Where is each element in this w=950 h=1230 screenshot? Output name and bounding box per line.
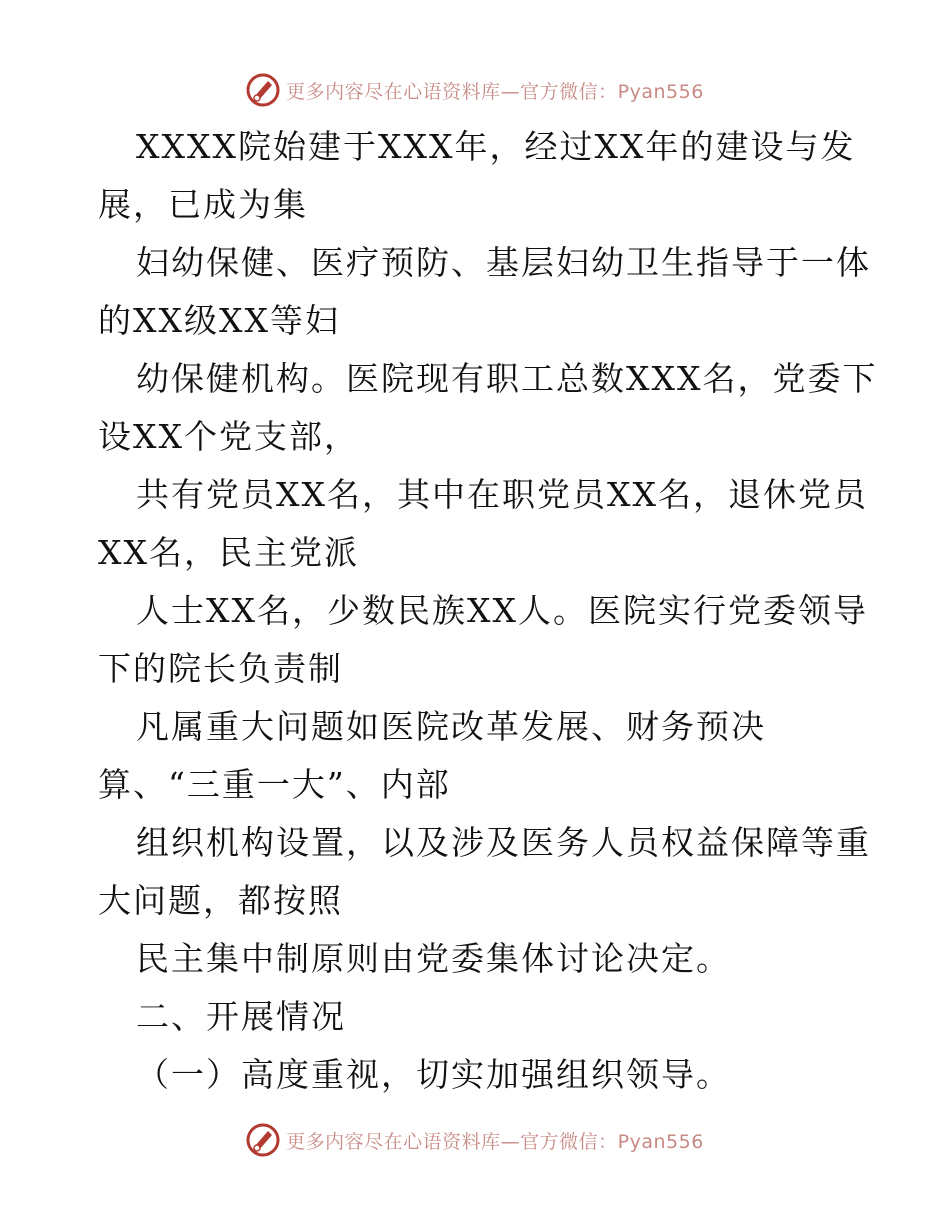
header-watermark — [0, 70, 950, 110]
section-heading: 二、开展情况 — [136, 997, 346, 1036]
watermark-text: 更多内容尽在心语资料库—官方微信：Pyan556 — [286, 1130, 704, 1153]
paragraph-line: 幼保健机构。医院现有职工总数XXX名，党委下 — [136, 359, 878, 398]
paragraph-line: 凡属重大问题如医院改革发展、财务预决 — [136, 707, 766, 746]
paragraph-line: XX名，民主党派 — [98, 533, 359, 572]
paragraph-line: XXXX院始建于XXX年，经过XX年的建设与发 — [136, 127, 856, 166]
paragraph-line: 民主集中制原则由党委集体讨论决定。 — [136, 939, 731, 978]
subsection-heading: （一）高度重视，切实加强组织领导。 — [136, 1055, 731, 1094]
footer-watermark — [0, 1120, 950, 1160]
paragraph-line: 展，已成为集 — [98, 185, 308, 224]
document-body — [98, 118, 878, 1104]
paragraph-line: 的XX级XX等妇 — [98, 301, 340, 340]
paragraph-line: 设XX个党支部， — [98, 417, 359, 456]
logo-icon — [246, 73, 280, 107]
paragraph-line: 算、“三重一大”、内部 — [98, 765, 451, 804]
watermark-text: 更多内容尽在心语资料库—官方微信：Pyan556 — [286, 80, 704, 103]
paragraph-line: 大问题，都按照 — [98, 881, 343, 920]
paragraph-line: 共有党员XX名，其中在职党员XX名，退休党员 — [136, 475, 868, 514]
paragraph-line: 下的院长负责制 — [98, 649, 343, 688]
logo-icon — [246, 1123, 280, 1157]
paragraph-line: 妇幼保健、医疗预防、基层妇幼卫生指导于一体 — [136, 243, 871, 282]
paragraph-line: 组织机构设置，以及涉及医务人员权益保障等重 — [136, 823, 871, 862]
paragraph-line: 人士XX名，少数民族XX人。医院实行党委领导 — [136, 591, 868, 630]
